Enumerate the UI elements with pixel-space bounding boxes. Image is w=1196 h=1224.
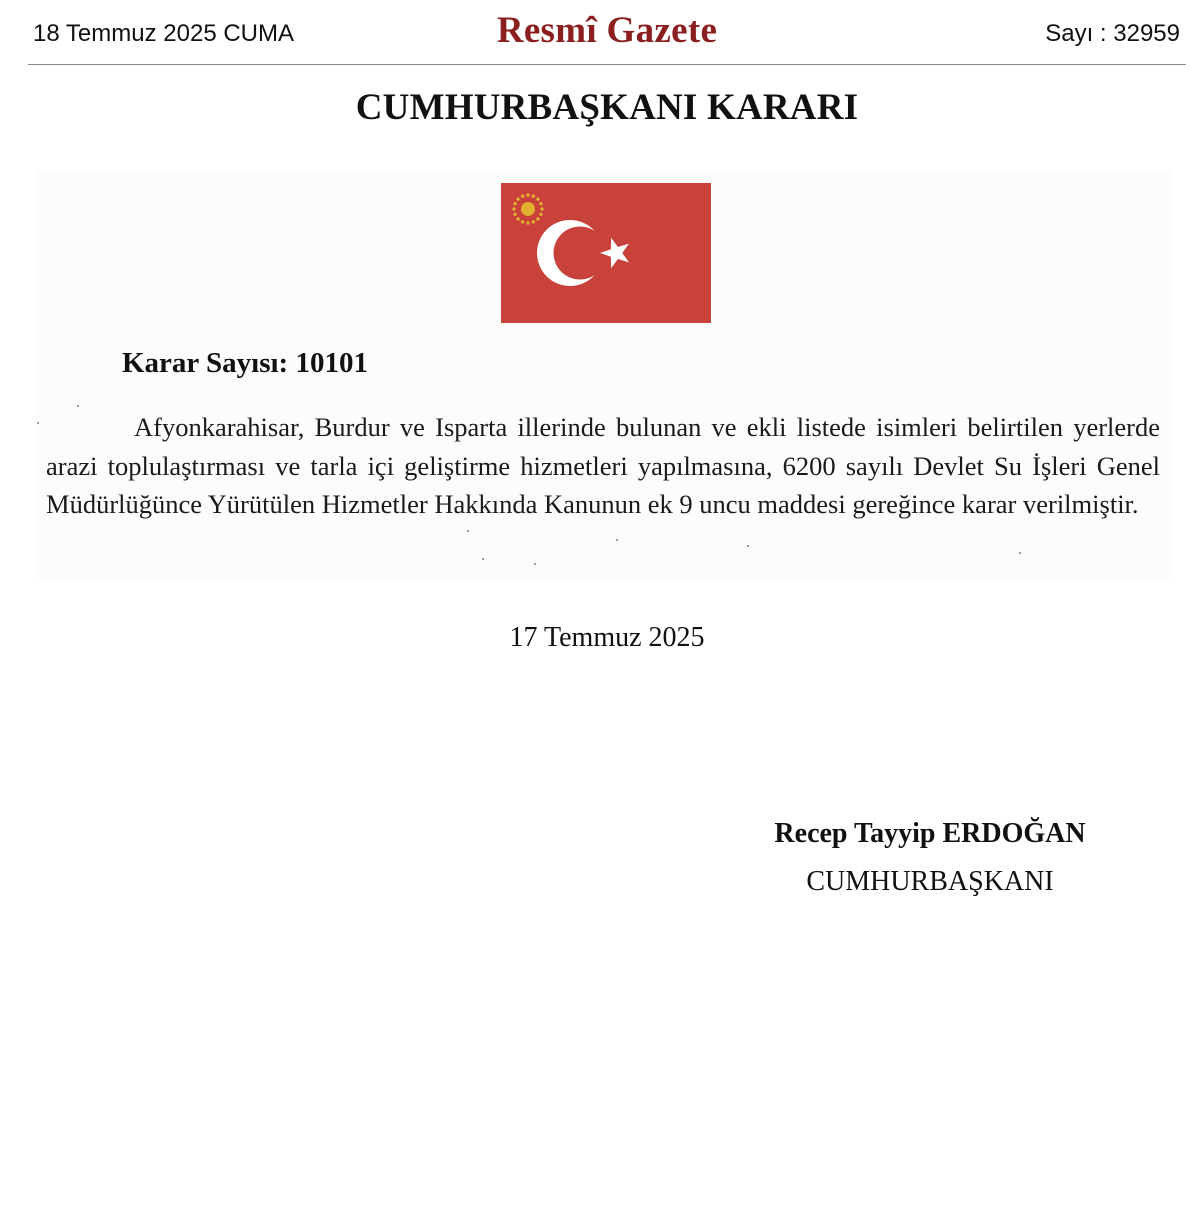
scan-speck	[747, 545, 749, 547]
scan-speck	[1019, 552, 1021, 554]
signer-name: Recep Tayyip ERDOĞAN	[774, 818, 1086, 849]
sun-small-star	[512, 207, 515, 210]
scan-speck	[37, 422, 39, 424]
scan-speck	[77, 405, 79, 407]
sun-small-star	[521, 194, 524, 197]
scan-speck	[467, 530, 469, 532]
scan-speck	[616, 539, 618, 541]
turkish-presidential-flag-icon	[501, 183, 711, 323]
sun-core	[521, 202, 535, 216]
sun-small-star	[536, 217, 539, 220]
scan-speck	[534, 563, 536, 565]
issue-number: Sayı : 32959	[1045, 20, 1180, 47]
sun-small-star	[516, 217, 519, 220]
sun-small-star	[539, 213, 542, 216]
decision-date: 17 Temmuz 2025	[509, 622, 705, 653]
sun-small-star	[513, 213, 516, 216]
sun-small-star	[532, 194, 535, 197]
signer-title: CUMHURBAŞKANI	[806, 866, 1054, 897]
gazette-header	[28, 0, 1186, 65]
gazette-title: Resmî Gazete	[496, 10, 718, 51]
crescent-inner	[554, 227, 607, 280]
sun-small-star	[540, 207, 543, 210]
sun-small-star	[516, 197, 519, 200]
scan-speck	[482, 558, 484, 560]
decision-number: Karar Sayısı: 10101	[122, 347, 368, 379]
document-type-heading: CUMHURBAŞKANI KARARI	[355, 87, 859, 128]
sun-small-star	[539, 202, 542, 205]
publication-date: 18 Temmuz 2025 CUMA	[33, 20, 294, 47]
sun-small-star	[536, 197, 539, 200]
sun-small-star	[526, 221, 529, 224]
sun-small-star	[521, 220, 524, 223]
sun-small-star	[513, 202, 516, 205]
sun-small-star	[526, 193, 529, 196]
sun-small-star	[532, 220, 535, 223]
decision-body-text: Afyonkarahisar, Burdur ve Isparta illerinde bulunan ve ekli listede isimleri belirtilen yerlerde arazi toplulaştırması ve tarla içi geliştirme hizmetleri yapılmasına, 6200 sayılı Devlet Su İşleri Genel Müdürlüğünce Yürütülen Hizmetler Hakkında Kanunun ek 9 uncu maddesi gereğince karar verilmiştir.	[46, 412, 1160, 519]
